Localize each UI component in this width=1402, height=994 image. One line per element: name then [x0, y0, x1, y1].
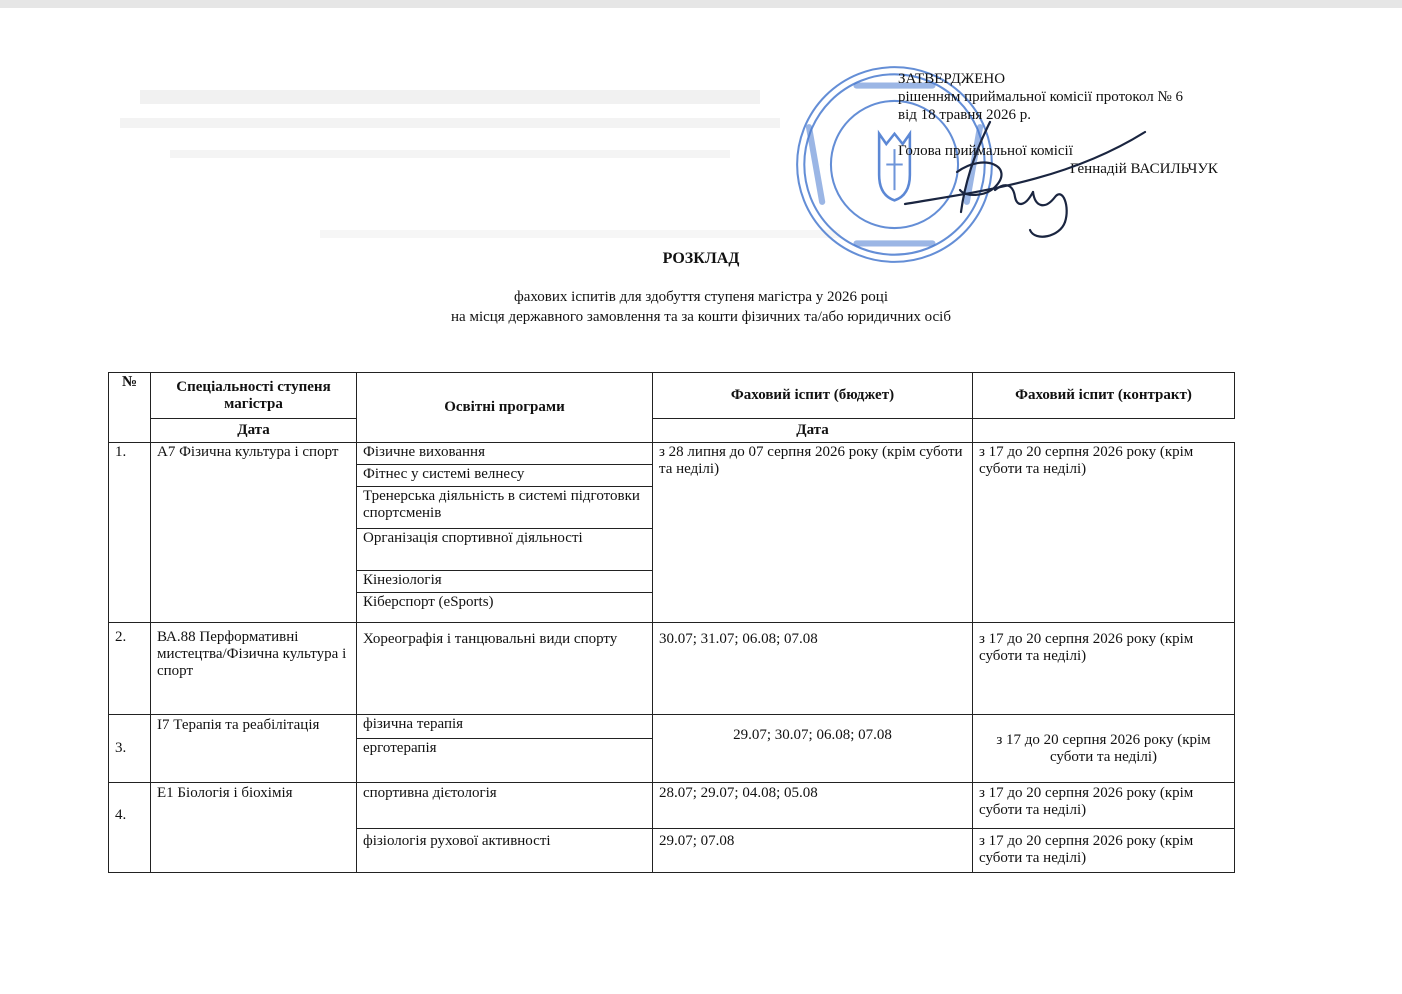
budget-date-cell: 30.07; 31.07; 06.08; 07.08: [653, 623, 973, 715]
program-cell: Організація спортивної діяльності: [357, 529, 653, 571]
contract-date-cell: з 17 до 20 серпня 2026 року (крім суботи та неділі): [973, 829, 1235, 873]
row-number: 3.: [109, 715, 151, 783]
budget-date-cell: з 28 липня до 07 серпня 2026 року (крім суботи та неділі): [653, 443, 973, 623]
approval-date: від 18 травня 2026 р.: [898, 107, 1032, 123]
program-cell: Хореографія і танцювальні види спорту: [357, 623, 653, 715]
column-header-date-contract: Дата: [653, 419, 973, 443]
program-cell: спортивна дієтологія: [357, 783, 653, 829]
column-header-contract: Фаховий іспит (контракт): [973, 373, 1235, 419]
table-row: [109, 623, 1235, 715]
program-cell: фізіологія рухової активності: [357, 829, 653, 873]
document-subtitle: фахових іспитів для здобуття ступеня магістра у 2026 році: [513, 289, 889, 305]
document-title: РОЗКЛАД: [662, 250, 740, 267]
chair-title: Голова приймальної комісії: [898, 143, 1073, 159]
program-cell: Фітнес у системі велнесу: [357, 465, 653, 487]
specialty-cell: А7 Фізична культура і спорт: [151, 443, 357, 623]
program-cell: Фізичне виховання: [357, 443, 653, 465]
specialty-cell: ВА.88 Перформативні мистецтва/Фізична культура і спорт: [151, 623, 357, 715]
column-header-number: №: [109, 373, 151, 443]
document-subtitle: на місця державного замовлення та за кошти фізичних та/або юридичних осіб: [451, 309, 951, 325]
column-header-budget: Фаховий іспит (бюджет): [653, 373, 973, 419]
specialty-cell: І7 Терапія та реабілітація: [151, 715, 357, 783]
approval-decision: рішенням приймальної комісії протокол № 6: [898, 89, 1184, 105]
column-header-date-budget: Дата: [151, 419, 357, 443]
contract-date-cell: з 17 до 20 серпня 2026 року (крім суботи та неділі): [973, 443, 1235, 623]
program-cell: Тренерська діяльність в системі підготовки спортсменів: [357, 487, 653, 529]
specialty-cell: Е1 Біологія і біохімія: [151, 783, 357, 873]
budget-date-cell: 29.07; 30.07; 06.08; 07.08: [653, 715, 973, 783]
chair-name: Геннадій ВАСИЛЬЧУК: [1070, 161, 1218, 177]
contract-date-cell: з 17 до 20 серпня 2026 року (крім суботи та неділі): [973, 715, 1235, 783]
column-header-programs: Освітні програми: [357, 373, 653, 443]
column-header-specialty: Спеціальності ступеня магістра: [151, 373, 357, 419]
contract-date-cell: з 17 до 20 серпня 2026 року (крім суботи та неділі): [973, 623, 1235, 715]
approved-label: ЗАТВЕРДЖЕНО: [898, 71, 1006, 87]
table-row: [109, 443, 1235, 465]
program-cell: Кінезіологія: [357, 571, 653, 593]
program-cell: фізична терапія: [357, 715, 653, 739]
row-number: 2.: [109, 623, 151, 715]
table-row: [109, 715, 1235, 739]
row-number: 4.: [109, 783, 151, 873]
contract-date-cell: з 17 до 20 серпня 2026 року (крім суботи та неділі): [973, 783, 1235, 829]
program-cell: Кіберспорт (eSports): [357, 593, 653, 623]
handwritten-signature: [895, 112, 1155, 262]
program-cell: ерготерапія: [357, 739, 653, 783]
exam-schedule-table: [108, 372, 1235, 873]
table-row: [109, 783, 1235, 829]
row-number: 1.: [109, 443, 151, 623]
budget-date-cell: 29.07; 07.08: [653, 829, 973, 873]
budget-date-cell: 28.07; 29.07; 04.08; 05.08: [653, 783, 973, 829]
